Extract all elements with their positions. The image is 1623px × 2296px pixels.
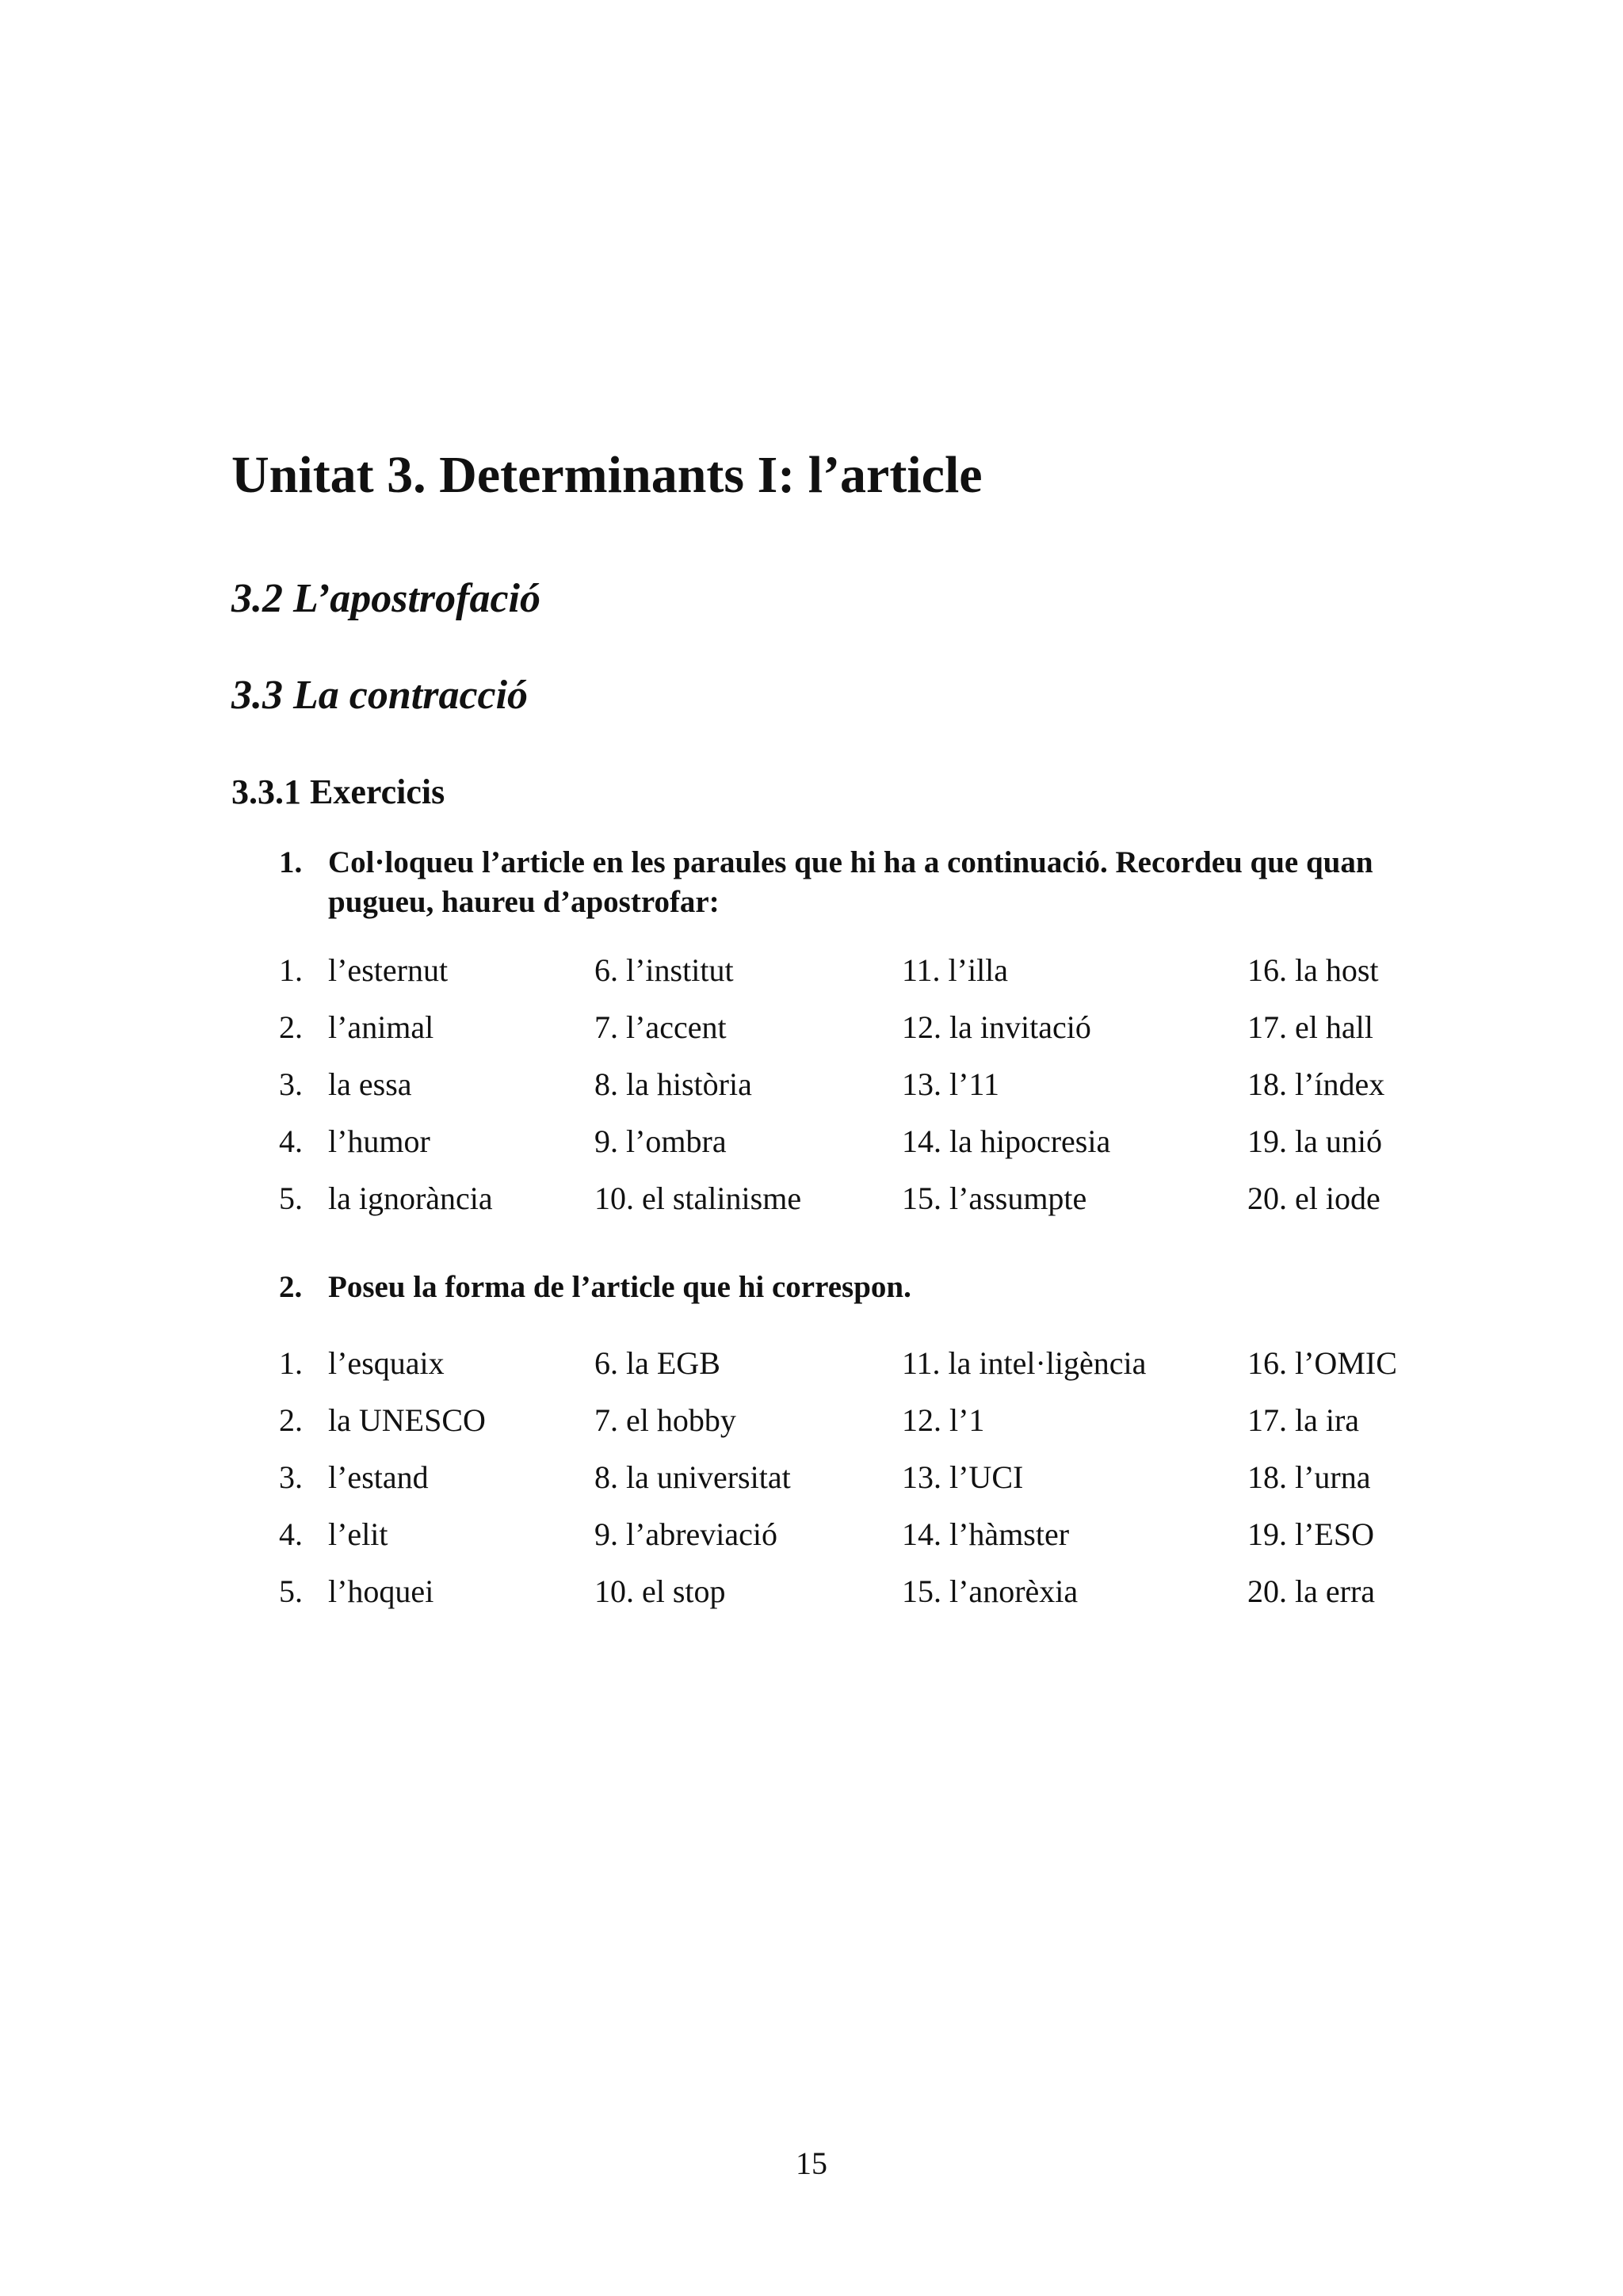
answer-row [279, 1458, 1436, 1505]
answer-item-number: 17. [1247, 1402, 1287, 1438]
exercise-2-number: 2. [279, 1270, 303, 1304]
answer-item [279, 1179, 493, 1219]
answer-item [902, 951, 1008, 990]
answer-item [594, 1572, 726, 1611]
answer-item [279, 1008, 433, 1047]
answer-item-text: l’elit [328, 1516, 388, 1552]
answer-item [1247, 1515, 1374, 1554]
answer-item [902, 1515, 1069, 1554]
answer-item-number: 2. [279, 1402, 303, 1438]
answer-item-number: 15. [902, 1573, 941, 1609]
answer-item [279, 1401, 486, 1440]
answer-item-number: 5. [279, 1573, 303, 1609]
answer-item [902, 1122, 1110, 1161]
answer-item-number: 16. [1247, 952, 1287, 988]
answer-item-number: 14. [902, 1123, 941, 1159]
answer-item-text: l’anorèxia [949, 1573, 1079, 1609]
answer-item-number: 13. [902, 1459, 941, 1495]
answer-item-text: l’OMIC [1295, 1345, 1397, 1381]
answer-item-number: 11. [902, 1345, 941, 1381]
answer-item [1247, 1572, 1375, 1611]
answer-item [1247, 1179, 1381, 1219]
answer-item-number: 16. [1247, 1345, 1287, 1381]
exercise-2-answers [279, 1344, 1436, 1629]
answer-item-text: l’assumpte [949, 1180, 1087, 1216]
answer-item-number: 18. [1247, 1066, 1287, 1102]
answer-item [594, 1008, 727, 1047]
answer-item-number: 9. [594, 1123, 618, 1159]
exercise-1-answers [279, 951, 1436, 1236]
answer-item [279, 1515, 388, 1554]
answer-item [902, 1344, 1146, 1383]
answer-item [594, 1515, 777, 1554]
answer-item [279, 1458, 429, 1497]
answer-item-text: l’abreviació [626, 1516, 777, 1552]
answer-row [279, 1122, 1436, 1169]
answer-item-text: el hobby [626, 1402, 736, 1438]
answer-item-text: la invitació [949, 1009, 1091, 1045]
answer-item-number: 7. [594, 1402, 618, 1438]
answer-item-number: 20. [1247, 1573, 1287, 1609]
answer-item-text: la erra [1295, 1573, 1376, 1609]
exercise-2-instruction [279, 1268, 1428, 1307]
answer-item-text: la unió [1295, 1123, 1382, 1159]
answer-item-text: l’humor [328, 1123, 430, 1159]
answer-item [594, 1401, 736, 1440]
answer-item [1247, 1344, 1397, 1383]
answer-item [279, 1065, 412, 1104]
exercise-1-text: Col·loqueu l’article en les paraules que hi ha a continuació. Recordeu que quan pugueu, haureu d’apostrofar: [328, 845, 1373, 919]
answer-item-number: 11. [902, 952, 941, 988]
answer-item-number: 13. [902, 1066, 941, 1102]
answer-item [1247, 951, 1379, 990]
section-contraction-heading: 3.3 La contracció [231, 673, 529, 718]
answer-item-text: l’ombra [626, 1123, 727, 1159]
answer-row [279, 951, 1436, 998]
answer-item-number: 7. [594, 1009, 618, 1045]
answer-item [1247, 1122, 1382, 1161]
answer-item [1247, 1008, 1373, 1047]
page-number: 15 [796, 2145, 827, 2181]
answer-item-number: 14. [902, 1516, 941, 1552]
answer-item-number: 3. [279, 1459, 303, 1495]
answer-item [594, 1122, 727, 1161]
answer-row [279, 1572, 1436, 1619]
answer-item [279, 951, 448, 990]
answer-item-number: 6. [594, 952, 618, 988]
answer-item [1247, 1458, 1371, 1497]
answer-item [902, 1572, 1078, 1611]
answer-item-text: la ira [1295, 1402, 1360, 1438]
answer-item [594, 1179, 801, 1219]
answer-item-text: el iode [1295, 1180, 1381, 1216]
answer-item-number: 15. [902, 1180, 941, 1216]
answer-item [279, 1572, 433, 1611]
answer-item [594, 1344, 720, 1383]
answer-item-number: 10. [594, 1180, 634, 1216]
answer-item-text: l’hàmster [949, 1516, 1070, 1552]
answer-item-number: 3. [279, 1066, 303, 1102]
answer-row [279, 1065, 1436, 1112]
answer-item-text: l’estand [328, 1459, 429, 1495]
answer-item [1247, 1065, 1384, 1104]
answer-item-number: 19. [1247, 1516, 1287, 1552]
answer-item [1247, 1401, 1359, 1440]
answer-item-number: 1. [279, 1345, 303, 1381]
exercise-1-number: 1. [279, 845, 303, 879]
answer-item-number: 10. [594, 1573, 634, 1609]
answer-item-number: 12. [902, 1009, 941, 1045]
answer-item-text: l’accent [626, 1009, 727, 1045]
answer-row [279, 1344, 1436, 1391]
answer-item-number: 9. [594, 1516, 618, 1552]
answer-item-number: 4. [279, 1123, 303, 1159]
exercise-2-text: Poseu la forma de l’article que hi correspon. [328, 1270, 911, 1304]
answer-item-text: l’índex [1295, 1066, 1385, 1102]
answer-item-number: 6. [594, 1345, 618, 1381]
answer-item-number: 4. [279, 1516, 303, 1552]
exercises-subheading: 3.3.1 Exercicis [231, 772, 445, 811]
answer-item-text: l’hoquei [328, 1573, 434, 1609]
answer-item-text: el hall [1295, 1009, 1373, 1045]
answer-item-text: la universitat [626, 1459, 791, 1495]
answer-item-text: la essa [328, 1066, 412, 1102]
answer-row [279, 1008, 1436, 1055]
answer-item-text: l’ESO [1295, 1516, 1374, 1552]
answer-item-number: 5. [279, 1180, 303, 1216]
answer-item-number: 19. [1247, 1123, 1287, 1159]
answer-item-text: l’illa [948, 952, 1009, 988]
answer-item [902, 1458, 1023, 1497]
answer-item [902, 1179, 1086, 1219]
answer-item-number: 8. [594, 1066, 618, 1102]
answer-item-text: l’esternut [328, 952, 449, 988]
section-apostrophe-heading: 3.2 L’apostrofació [231, 576, 540, 621]
answer-item [279, 1122, 430, 1161]
answer-item-text: la hipocresia [949, 1123, 1111, 1159]
answer-item-text: la host [1295, 952, 1379, 988]
unit-title: Unitat 3. Determinants I: l’article [231, 446, 983, 504]
answer-item-text: l’urna [1295, 1459, 1371, 1495]
answer-item-text: l’1 [949, 1402, 985, 1438]
answer-item [902, 1401, 984, 1440]
answer-item-text: l’institut [626, 952, 734, 988]
answer-item-number: 18. [1247, 1459, 1287, 1495]
answer-item [594, 1065, 752, 1104]
answer-item-text: la història [626, 1066, 752, 1102]
answer-row [279, 1179, 1436, 1226]
answer-item-text: el stalinisme [642, 1180, 802, 1216]
answer-item-text: la UNESCO [328, 1402, 486, 1438]
answer-item-number: 17. [1247, 1009, 1287, 1045]
answer-item [594, 951, 734, 990]
answer-row [279, 1515, 1436, 1562]
answer-item-number: 1. [279, 952, 303, 988]
answer-item-text: l’11 [949, 1066, 999, 1102]
answer-item-text: l’animal [328, 1009, 434, 1045]
answer-item-number: 8. [594, 1459, 618, 1495]
answer-item [902, 1065, 999, 1104]
answer-item-number: 20. [1247, 1180, 1287, 1216]
answer-item-text: la intel·ligència [948, 1345, 1147, 1381]
answer-item-number: 12. [902, 1402, 941, 1438]
answer-item [902, 1008, 1091, 1047]
answer-item-text: l’esquaix [328, 1345, 445, 1381]
answer-item-text: l’UCI [949, 1459, 1024, 1495]
answer-item-number: 2. [279, 1009, 303, 1045]
exercise-1-instruction [279, 843, 1428, 922]
answer-row [279, 1401, 1436, 1448]
answer-item-text: la ignorància [328, 1180, 493, 1216]
answer-item [594, 1458, 791, 1497]
answer-item [279, 1344, 445, 1383]
answer-item-text: el stop [642, 1573, 726, 1609]
answer-item-text: la EGB [626, 1345, 720, 1381]
